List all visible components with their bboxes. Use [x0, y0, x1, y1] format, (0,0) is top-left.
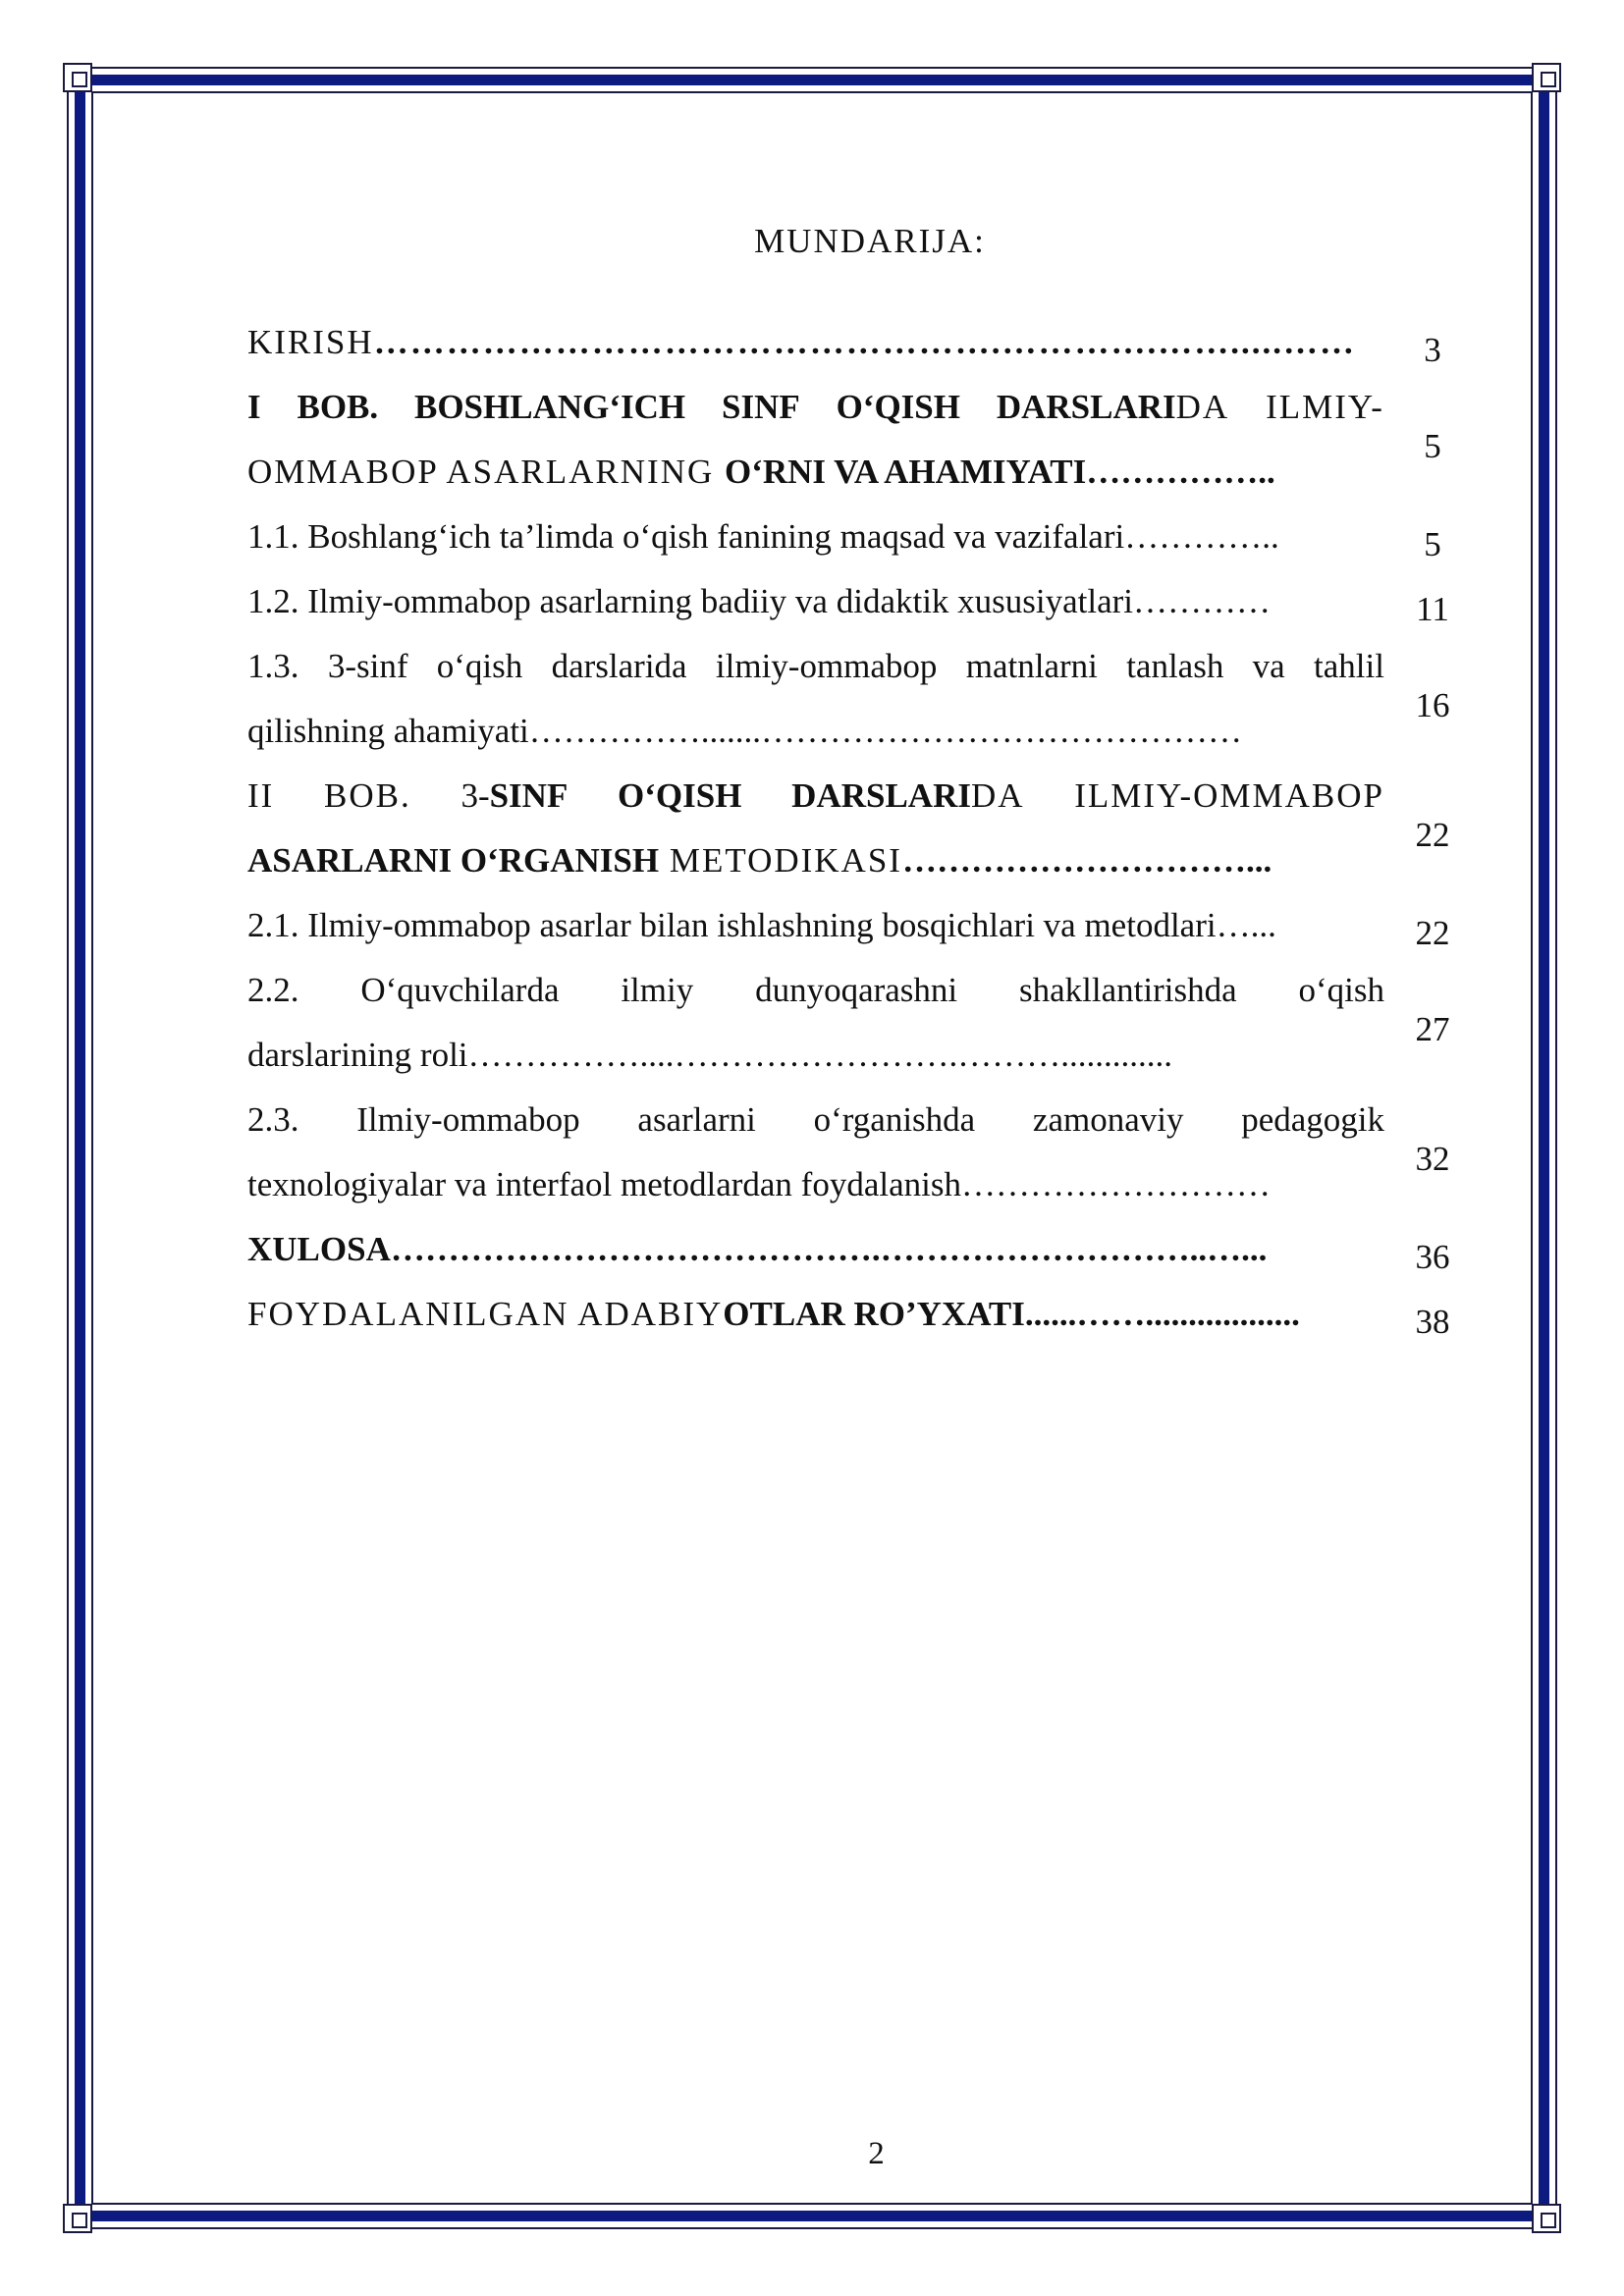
toc-entry-text: 2.3. Ilmiy-ommabop asarlarni o‘rganishda zamonaviy pedagogik	[247, 1100, 1384, 1139]
toc-page-number: 38	[1415, 1303, 1450, 1341]
toc-page-number: 11	[1416, 590, 1449, 628]
toc-page-number: 27	[1415, 1010, 1450, 1048]
corner-ornament	[63, 63, 92, 92]
corner-ornament	[1532, 2204, 1561, 2233]
toc-entry-references[interactable]	[247, 1282, 1485, 1347]
toc-entry-2-1[interactable]	[247, 893, 1485, 958]
toc-entry-text: II BOB. 3-SINF O‘QISH DARSLARIDA ILMIY-OMMABOP	[247, 776, 1384, 815]
page-title: MUNDARIJA:	[754, 222, 986, 260]
toc-entry-text: I BOB. BOSHLANG‘ICH SINF O‘QISH DARSLARIDA ILMIY-	[247, 388, 1384, 426]
toc-entry-1-3[interactable]	[247, 634, 1485, 764]
toc-page-number: 16	[1415, 686, 1450, 724]
toc-entry-2-2[interactable]	[247, 958, 1485, 1088]
toc-entry-text: 1.1. Boshlang‘ich ta’limda o‘qish fanining maqsad va vazifalari…………..	[247, 517, 1279, 556]
toc-entry-1-2[interactable]	[247, 569, 1485, 634]
toc-page-number: 3	[1424, 331, 1441, 369]
table-of-contents	[247, 310, 1485, 1347]
toc-entry-chapter-2[interactable]	[247, 764, 1485, 893]
toc-entry-text: texnologiyalar va interfaol metodlardan foydalanish………………………	[247, 1165, 1271, 1203]
corner-ornament	[1532, 63, 1561, 92]
page-number: 2	[868, 2136, 885, 2171]
toc-entry-text: FOYDALANILGAN ADABIYOTLAR RO’YXATI......……..................	[247, 1295, 1300, 1333]
toc-entry-text: ASARLARNI O‘RGANISH METODIKASI…………………………...	[247, 841, 1272, 880]
corner-ornament	[63, 2204, 92, 2233]
toc-page-number: 36	[1415, 1238, 1450, 1276]
toc-entry-text: 2.1. Ilmiy-ommabop asarlar bilan ishlashning bosqichlari va metodlari…...	[247, 906, 1276, 944]
toc-page-number: 5	[1424, 525, 1441, 563]
toc-entry-xulosa[interactable]	[247, 1217, 1485, 1282]
toc-page-number: 22	[1415, 816, 1450, 854]
toc-entry-text: darslarining roli……………....…………………….……….............	[247, 1036, 1173, 1074]
toc-entry-1-1[interactable]	[247, 505, 1485, 569]
toc-page-number: 32	[1415, 1140, 1450, 1178]
toc-page-number: 5	[1424, 427, 1441, 465]
toc-entry-text: 1.2. Ilmiy-ommabop asarlarning badiiy va didaktik xususiyatlari…………	[247, 582, 1272, 620]
toc-entry-text: KIRISH…………………………………………….………….…….....……	[247, 323, 1356, 361]
toc-entry-text: XULOSA…………………………………….………………………..…...	[247, 1230, 1268, 1268]
toc-entry-text: 1.3. 3-sinf o‘qish darslarida ilmiy-ommabop matnlarni tanlash va tahlil	[247, 647, 1384, 685]
toc-entry-chapter-1[interactable]	[247, 375, 1485, 505]
toc-entry-text: OMMABOP ASARLARNING O‘RNI VA AHAMIYATI……………..	[247, 453, 1275, 491]
toc-entry-text: 2.2. O‘quvchilarda ilmiy dunyoqarashni shakllantirishda o‘qish	[247, 971, 1384, 1009]
toc-entry-kirish[interactable]	[247, 310, 1485, 375]
toc-entry-2-3[interactable]	[247, 1088, 1485, 1217]
toc-entry-text: qilishning ahamiyati…………….......……………………………………	[247, 712, 1243, 750]
toc-page-number: 22	[1415, 914, 1450, 952]
